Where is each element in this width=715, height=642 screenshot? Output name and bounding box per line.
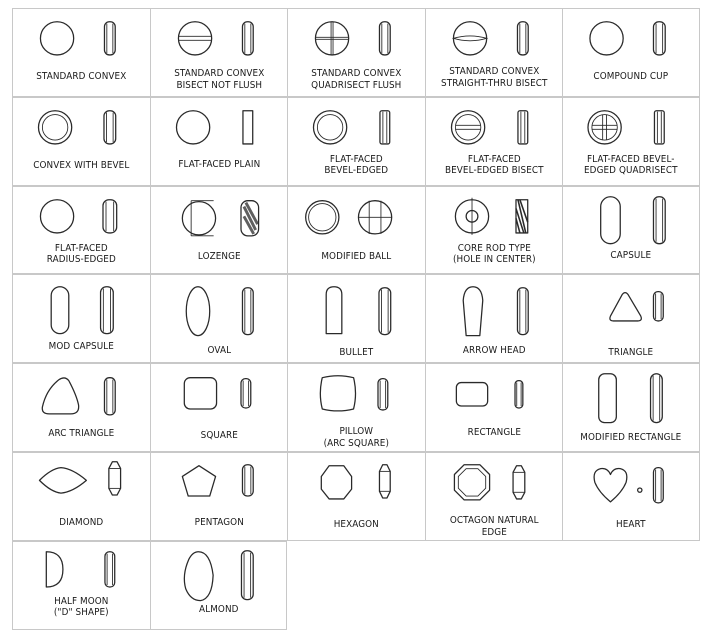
shape-label: FLAT-FACED PLAIN <box>177 158 260 170</box>
shape-label: HEXAGON <box>333 519 380 530</box>
shape-label: ALMOND <box>198 603 239 615</box>
shape-cell <box>425 274 563 363</box>
shape-label: MODIFIED BALL <box>321 250 392 262</box>
shape-cell <box>12 274 150 363</box>
shape-cell <box>150 186 288 275</box>
shape-cell <box>562 452 700 541</box>
shape-cell <box>562 8 700 97</box>
shape-label: HEART <box>616 519 646 530</box>
shape-label: CONVEX WITH BEVEL <box>33 159 130 171</box>
shape-label: HALF MOON ("D" SHAPE) <box>53 595 109 619</box>
shape-cell <box>562 274 700 363</box>
shape-label: PILLOW (ARC SQUARE) <box>323 426 390 449</box>
standard-convex-icon <box>13 9 150 96</box>
shape-cell <box>12 186 150 275</box>
compound-cup-icon <box>563 9 699 96</box>
shape-label: RECTANGLE <box>467 427 521 439</box>
shape-cell <box>425 363 563 452</box>
shape-label: FLAT-FACED RADIUS-EDGED <box>46 242 116 266</box>
shape-label: SQUARE <box>200 430 238 442</box>
shape-cell <box>425 97 563 186</box>
shape-label: ARROW HEAD <box>462 345 526 357</box>
shape-cell <box>287 186 425 275</box>
shape-cell <box>287 274 425 363</box>
shape-label: PENTAGON <box>194 517 244 528</box>
shape-cell <box>150 541 288 630</box>
shape-cell <box>150 97 288 186</box>
shape-label: STANDARD CONVEX QUADRISECT FLUSH <box>311 68 402 91</box>
shape-cell <box>287 97 425 186</box>
shape-label: BULLET <box>339 347 374 359</box>
shape-label: MOD CAPSULE <box>48 341 114 353</box>
shape-cell <box>12 97 150 186</box>
shape-cell <box>12 8 150 97</box>
flat-faced-plain-icon <box>151 98 288 185</box>
shape-cell <box>425 8 563 97</box>
shape-cell <box>12 363 150 452</box>
shape-label: FLAT-FACED BEVEL-EDGED <box>324 153 389 177</box>
convex-with-bevel-icon <box>13 98 150 185</box>
shape-cell <box>12 541 150 630</box>
shape-cell <box>425 452 563 541</box>
shape-cell <box>150 274 288 363</box>
shape-label: MODIFIED RECTANGLE <box>580 432 682 444</box>
shape-label: ARC TRIANGLE <box>48 428 115 440</box>
shape-label: FLAT-FACED BEVEL-EDGED BISECT <box>444 153 544 177</box>
shape-cell <box>287 363 425 452</box>
shape-cell <box>12 452 150 541</box>
shape-label: OCTAGON NATURAL EDGE <box>449 515 539 538</box>
shape-label: CAPSULE <box>610 249 652 261</box>
shape-label: TRIANGLE <box>608 347 654 359</box>
shape-cell <box>562 363 700 452</box>
shape-label: LOZENGE <box>197 250 241 262</box>
shape-label: STANDARD CONVEX BISECT NOT FLUSH <box>173 68 264 91</box>
shape-label: OVAL <box>207 345 231 357</box>
shape-label: DIAMOND <box>59 517 104 528</box>
shape-label: COMPOUND CUP <box>593 71 669 82</box>
shape-cell <box>150 363 288 452</box>
shape-cell <box>562 186 700 275</box>
shape-label: FLAT-FACED BEVEL- EDGED QUADRISECT <box>584 153 678 177</box>
shape-label: STANDARD CONVEX STRAIGHT-THRU BISECT <box>440 66 548 89</box>
shape-label: CORE ROD TYPE (HOLE IN CENTER) <box>452 242 536 266</box>
shape-cell <box>150 452 288 541</box>
shape-cell <box>287 452 425 541</box>
shape-cell <box>287 8 425 97</box>
almond-icon <box>151 542 287 629</box>
shape-cell <box>562 97 700 186</box>
shape-cell <box>425 186 563 275</box>
shape-label: STANDARD CONVEX <box>36 71 127 82</box>
tablet-shapes-grid <box>12 8 700 630</box>
shape-cell <box>150 8 288 97</box>
